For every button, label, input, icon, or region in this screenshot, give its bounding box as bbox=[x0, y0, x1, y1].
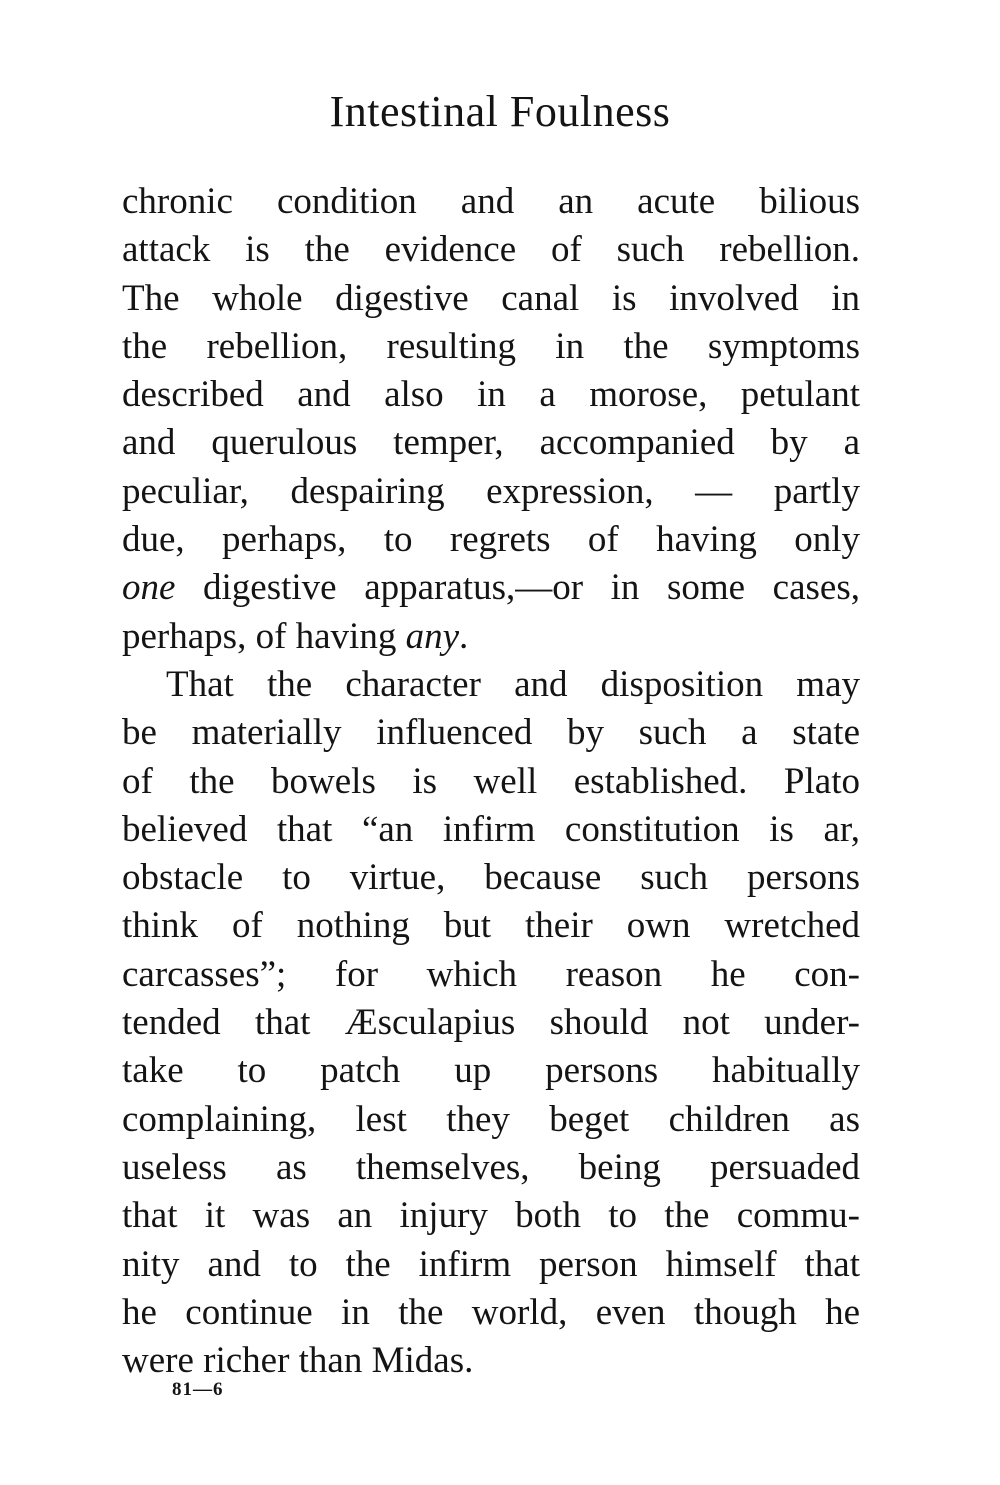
text-line: take to patch up persons habitually bbox=[122, 1050, 860, 1092]
italic-word: any bbox=[405, 615, 460, 657]
signature-mark: 81—6 bbox=[172, 1379, 224, 1400]
text-line: tended that Æsculapius should not under- bbox=[122, 1002, 860, 1044]
text-line: nity and to the infirm person himself that bbox=[122, 1243, 860, 1285]
text-line: that it was an injury both to the commu- bbox=[122, 1195, 860, 1237]
text-line: peculiar, despairing expression, — partly bbox=[122, 470, 860, 512]
text-run: . bbox=[459, 615, 469, 657]
italic-word: one bbox=[122, 567, 176, 609]
page-title: Intestinal Foulness bbox=[329, 87, 671, 136]
text-line: chronic condition and an acute bilious bbox=[122, 181, 860, 222]
text-line: That the character and disposition may bbox=[166, 663, 860, 705]
text-line: attack is the evidence of such rebellion. bbox=[122, 229, 860, 271]
text-line: he continue in the world, even though he bbox=[122, 1291, 860, 1333]
text-line: The whole digestive canal is involved in bbox=[122, 277, 860, 319]
text-line: obstacle to virtue, because such persons bbox=[122, 857, 860, 899]
text-line: carcasses”; for which reason he con- bbox=[122, 953, 860, 995]
paragraph-2 bbox=[122, 661, 860, 1385]
text-line bbox=[122, 564, 860, 612]
body-text bbox=[122, 178, 860, 1385]
text-line: of the bowels is well established. Plato bbox=[122, 760, 860, 802]
text-line: and querulous temper, accompanied by a bbox=[122, 422, 860, 464]
text-line: useless as themselves, being persuaded bbox=[122, 1146, 860, 1188]
text-line: complaining, lest they beget children as bbox=[122, 1098, 860, 1140]
text-line: believed that “an infirm constitution is ar, bbox=[122, 808, 860, 850]
text-run: digestive apparatus,—or in some cases, bbox=[175, 567, 860, 609]
text-line: think of nothing but their own wretched bbox=[122, 905, 860, 947]
text-line: the rebellion, resulting in the symptoms bbox=[122, 325, 860, 367]
text-line: due, perhaps, to regrets of having only bbox=[122, 519, 860, 561]
text-line: be materially influenced by such a state bbox=[122, 712, 860, 754]
text-line: described and also in a morose, petulant bbox=[122, 374, 860, 416]
text-line: were richer than Midas. bbox=[122, 1340, 474, 1382]
text-run: perhaps, of having bbox=[122, 615, 406, 657]
paragraph-1 bbox=[122, 178, 860, 661]
text-line bbox=[122, 613, 860, 661]
